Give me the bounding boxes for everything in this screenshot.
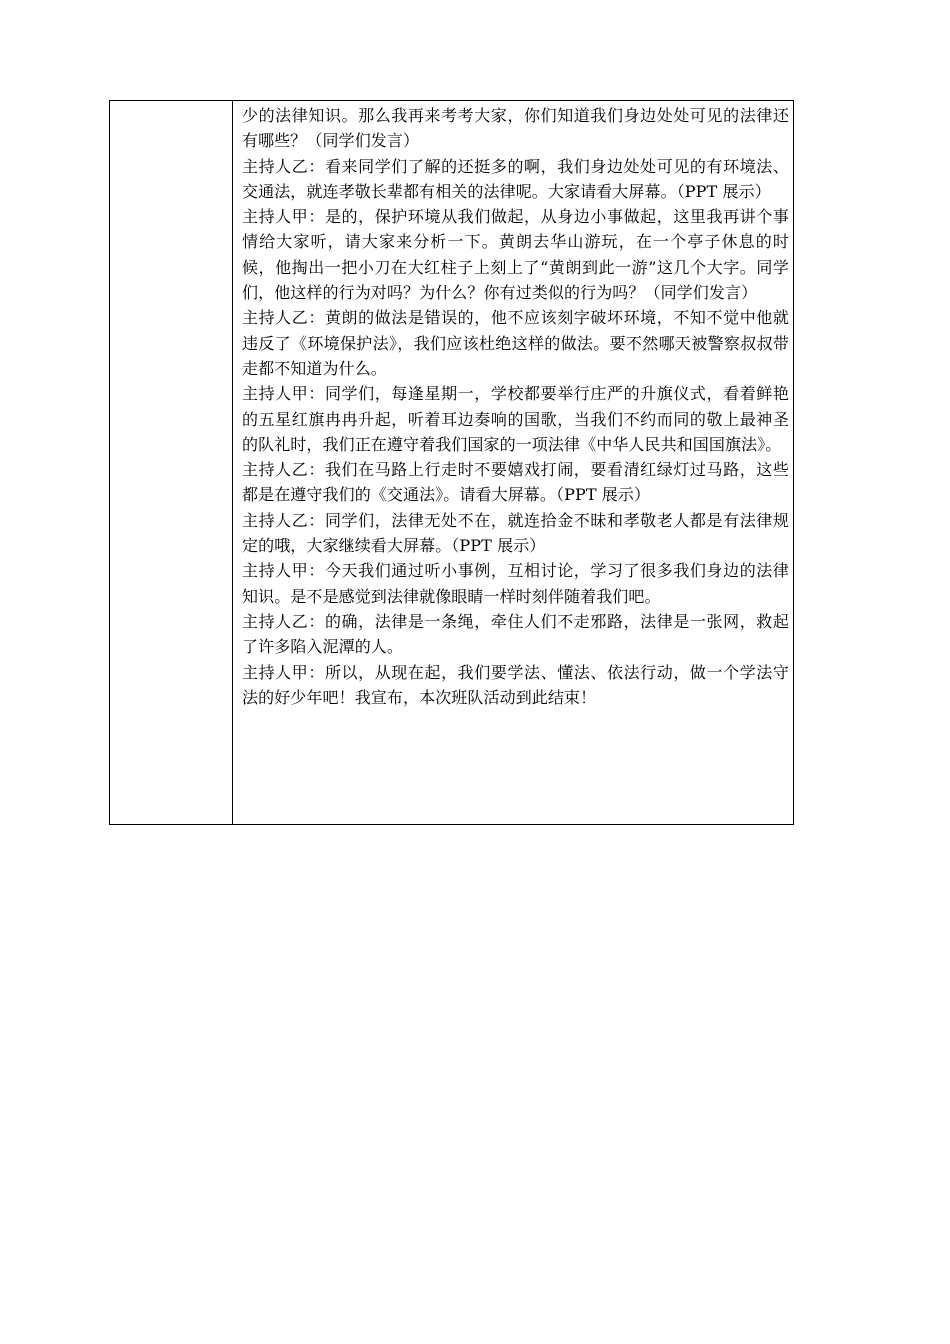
paragraph-5: 主持人甲：同学们，每逢星期一，学校都要举行庄严的升旗仪式，看着鲜艳的五星红旗冉冉升起，听着耳边奏响的国歌，当我们不约而同的敬上最神圣的队礼时，我们正在遵守着我们国家的一项法律《中华人民共和国国旗法》。 (242, 384, 789, 454)
paragraph-4: 主持人乙：黄朗的做法是错误的，他不应该刻字破坏环境，不知不觉中他就违反了《环境保护法》，我们应该杜绝这样的做法。要不然哪天被警察叔叔带走都不知道为什么。 (242, 308, 789, 378)
paragraph-9: 主持人乙：的确，法律是一条绳，牵住人们不走邪路，法律是一张网，救起了许多陷入泥潭的人。 (242, 611, 789, 657)
paragraph-8: 主持人甲：今天我们通过听小事例，互相讨论，学习了很多我们身边的法律知识。是不是感觉到法律就像眼睛一样时刻伴随着我们吧。 (242, 561, 789, 606)
left-label-cell (110, 101, 233, 825)
paragraph-2: 主持人乙：看来同学们了解的还挺多的啊，我们身边处处可见的有环境法、交通法，就连孝敬长辈都有相关的法律呢。大家请看大屏幕。（PPT 展示） (242, 156, 789, 201)
script-content-cell (233, 101, 794, 825)
table-row (110, 101, 794, 825)
paragraph-7: 主持人乙：同学们，法律无处不在，就连拾金不昧和孝敬老人都是有法律规定的哦，大家继续看大屏幕。（PPT 展示） (242, 510, 789, 556)
activity-script-table (109, 100, 794, 825)
paragraph-3: 主持人甲：是的，保护环境从我们做起，从身边小事做起，这里我再讲个事情给大家听，请大家来分析一下。黄朗去华山游玩，在一个亭子休息的时候，他掏出一把小刀在大红柱子上刻上了“黄朗到此一游”这几个大字。同学们，他这样的行为对吗？为什么？你有过类似的行为吗？（同学们发言） (242, 207, 789, 303)
paragraph-10: 主持人甲：所以，从现在起，我们要学法、懂法、依法行动，做一个学法守法的好少年吧！我宣布，本次班队活动到此结束！ (242, 662, 789, 707)
paragraph-1: 少的法律知识。那么我再来考考大家，你们知道我们身边处处可见的法律还有哪些？（同学们发言） (242, 106, 789, 151)
paragraph-6: 主持人乙：我们在马路上行走时不要嬉戏打闹，要看清红绿灯过马路，这些都是在遵守我们的《交通法》。请看大屏幕。（PPT 展示） (242, 460, 789, 505)
